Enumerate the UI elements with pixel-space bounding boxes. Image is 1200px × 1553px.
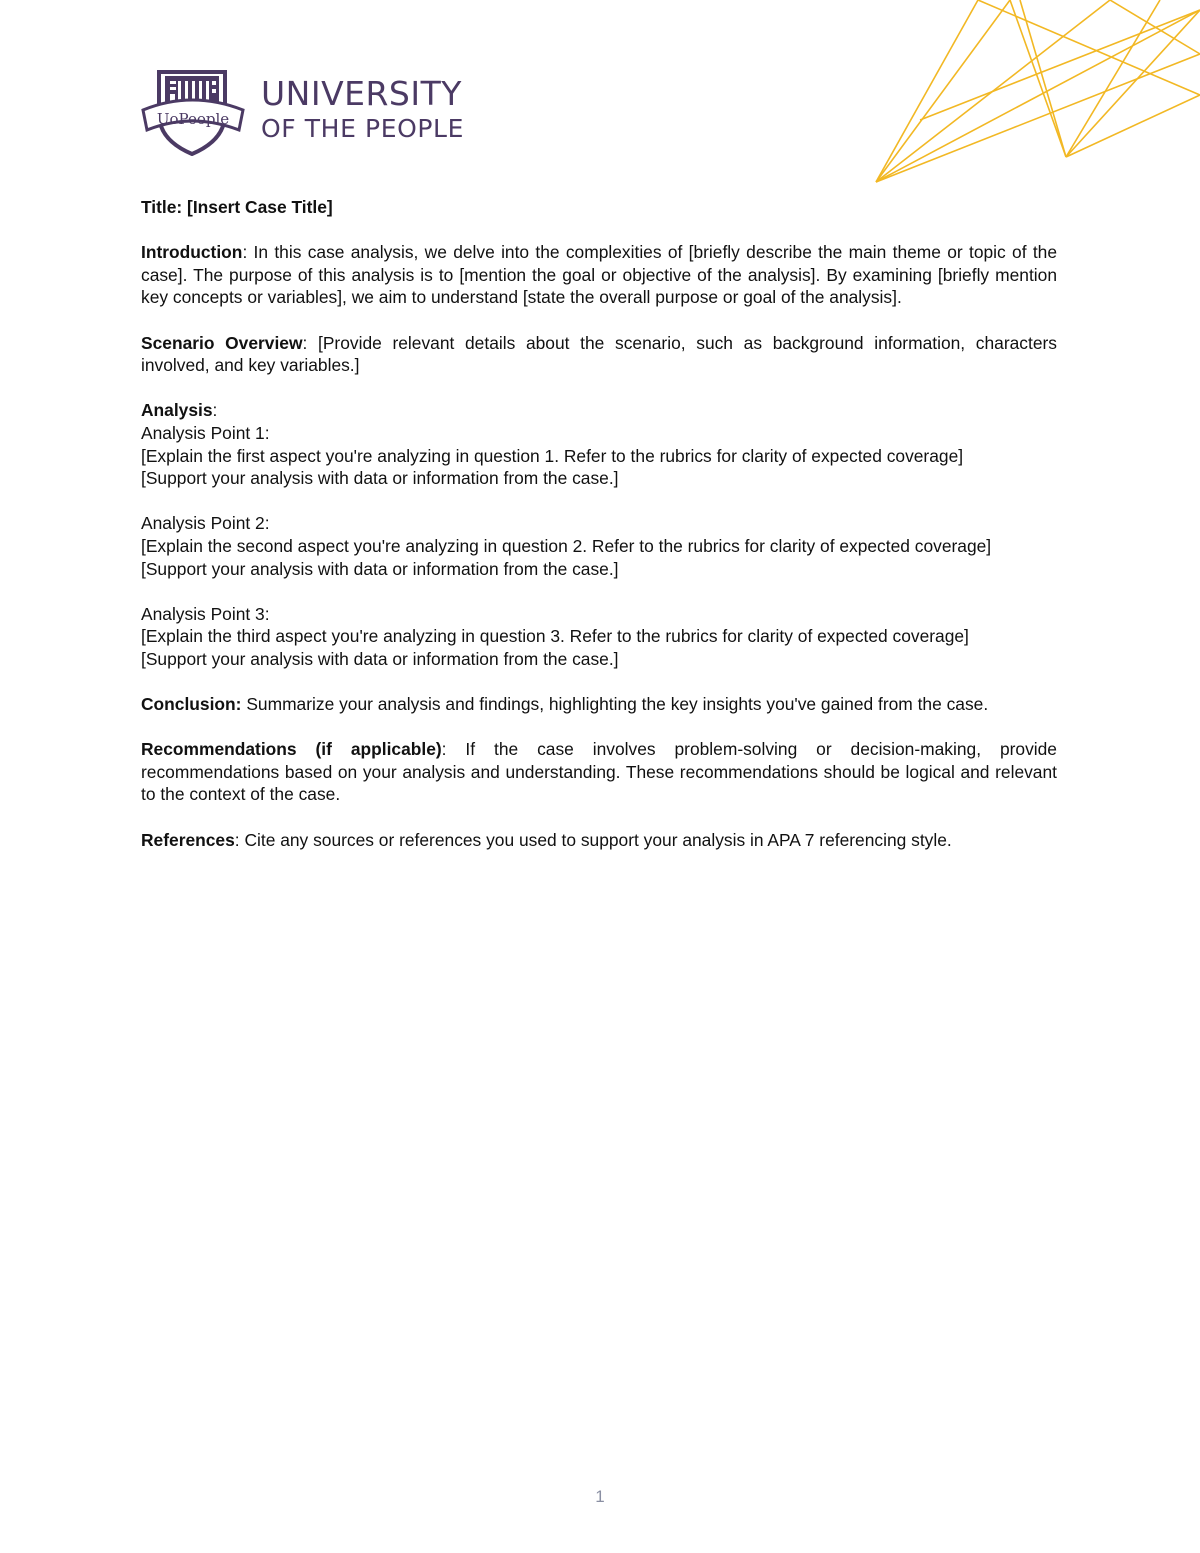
conclusion-label: Conclusion: [141, 694, 242, 715]
scenario-overview-paragraph [141, 332, 1057, 377]
analysis-point-support: [Support your analysis with data or information from the case.] [141, 648, 619, 669]
case-title-label: Title: [Insert Case Title] [141, 197, 333, 217]
references-paragraph [141, 829, 1057, 852]
analysis-heading [141, 399, 1057, 422]
conclusion-text: Summarize your analysis and findings, highlighting the key insights you've gained from the case. [241, 694, 989, 715]
references-label: References [141, 829, 235, 850]
introduction-label: Introduction [141, 242, 243, 263]
analysis-point-explain: [Explain the second aspect you're analyzing in question 2. Refer to the rubrics for clarity of expected coverage] [141, 535, 992, 556]
decorative-lines-graphic [860, 0, 1200, 190]
analysis-point-heading: Analysis Point 2: [141, 513, 270, 534]
recommendations-label: Recommendations (if applicable) [141, 739, 442, 760]
scenario-overview-text: : [Provide relevant details about the scenario, such as background information, characters involved, and key variables.] [141, 332, 1057, 376]
analysis-point-explain: [Explain the first aspect you're analyzing in question 1. Refer to the rubrics for clarity of expected coverage] [141, 445, 964, 466]
scenario-overview-label: Scenario Overview [141, 332, 303, 353]
logo-of-the-people-text: OF THE PEOPLE [261, 114, 464, 143]
analysis-point-3 [141, 603, 1057, 671]
analysis-point-heading: Analysis Point 3: [141, 603, 270, 624]
analysis-point-2 [141, 512, 1057, 580]
introduction-paragraph [141, 241, 1057, 309]
analysis-point-support: [Support your analysis with data or information from the case.] [141, 468, 619, 489]
analysis-point-heading: Analysis Point 1: [141, 422, 270, 443]
analysis-point-explain: [Explain the third aspect you're analyzing in question 3. Refer to the rubrics for clarity of expected coverage] [141, 626, 969, 647]
analysis-suffix: : [212, 400, 218, 421]
analysis-point-support: [Support your analysis with data or information from the case.] [141, 558, 619, 579]
references-text: : Cite any sources or references you used to support your analysis in APA 7 referencing style. [234, 829, 952, 850]
analysis-section [141, 399, 1057, 489]
crest-banner-text: UoPeople [156, 110, 230, 128]
university-logo [137, 66, 497, 158]
conclusion-paragraph [141, 693, 1057, 716]
introduction-text: : In this case analysis, we delve into the complexities of [briefly describe the main theme or topic of the case]. The purpose of this analysis is to [mention the goal or objective of the analysis]. By examining [briefly mention key concepts or variables], we aim to understand [state the overall purpose or goal of the analysis]. [141, 242, 1057, 308]
recommendations-text: : If the case involves problem-solving or decision-making, provide recommendations based on your analysis and understanding. These recommendations should be logical and relevant to the context of the case. [141, 739, 1057, 805]
document-body [141, 196, 1057, 874]
case-title [141, 196, 1057, 219]
page-number: 1 [595, 1487, 605, 1506]
analysis-label: Analysis [141, 400, 213, 421]
crest-icon [137, 66, 249, 156]
logo-university-text: UNIVERSITY [261, 74, 462, 113]
recommendations-paragraph [141, 738, 1057, 806]
